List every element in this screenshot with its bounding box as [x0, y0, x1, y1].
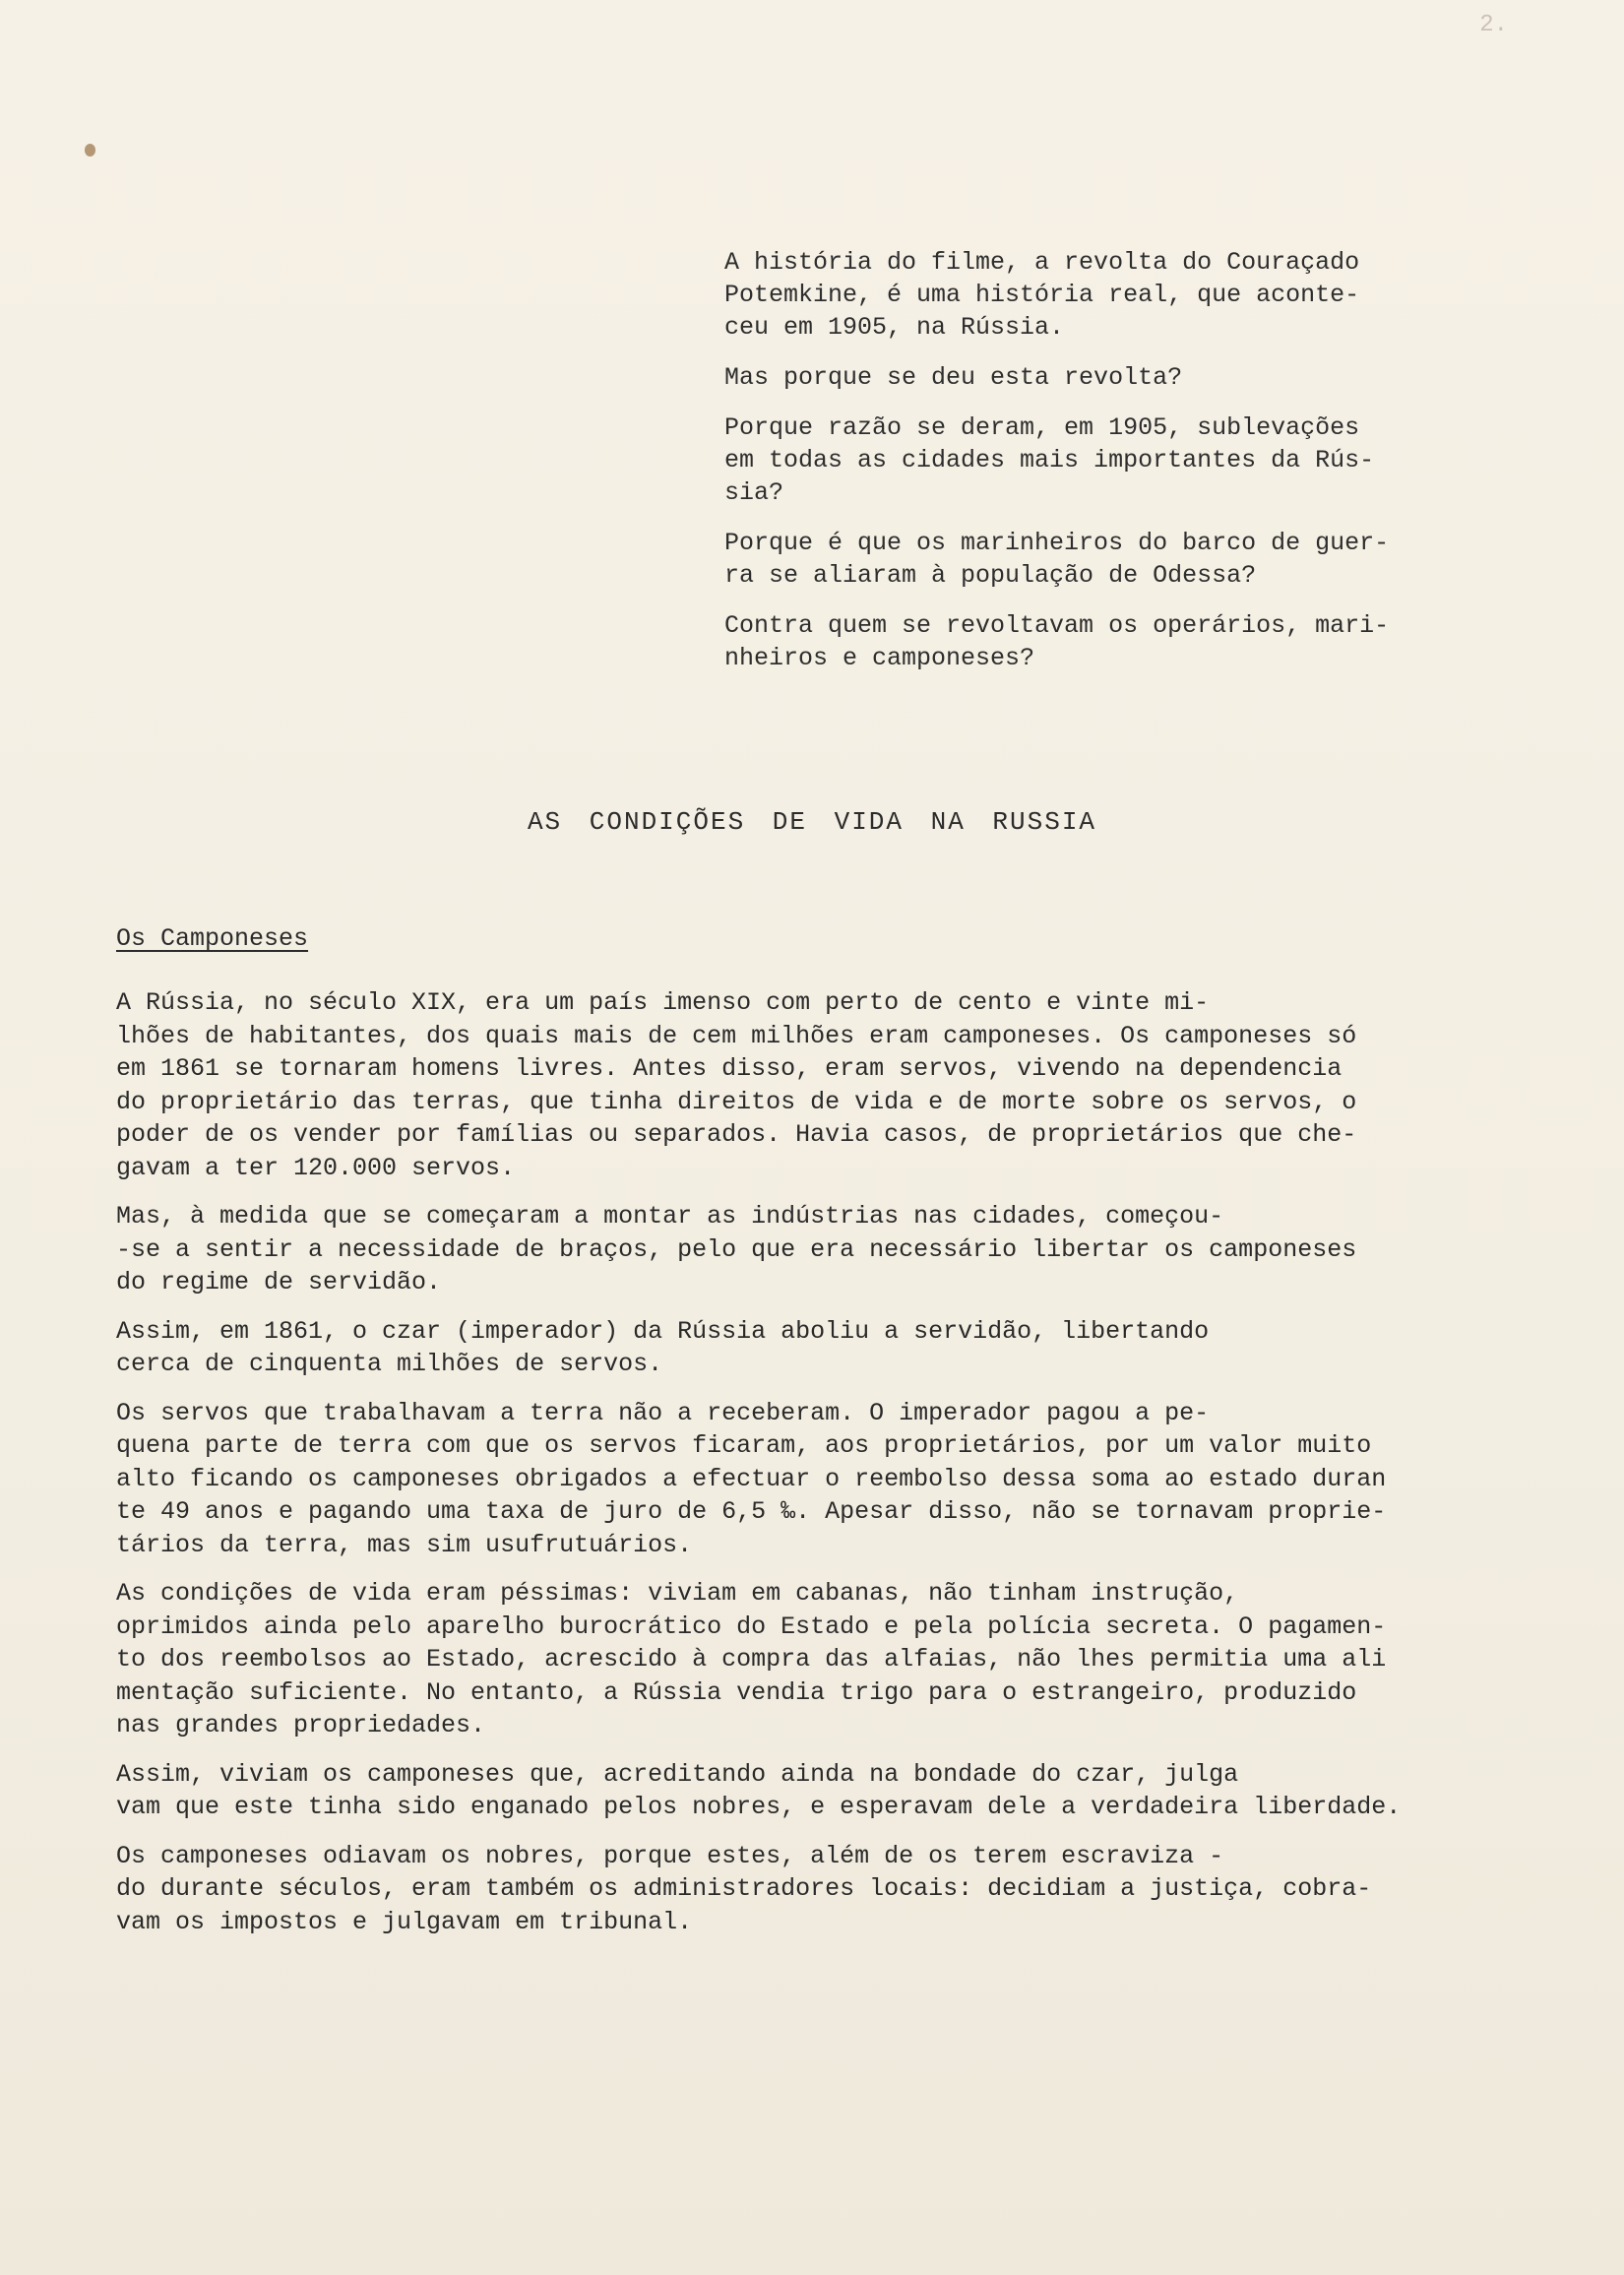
- body-paragraph: Os camponeses odiavam os nobres, porque estes, além de os terem escraviza - do durante séculos, eram também os administradores locais: decidiam a justiça, cobra- vam os impostos e julgavam em tribunal.: [116, 1841, 1372, 1936]
- section-title: AS CONDIÇÕES DE VIDA NA RUSSIA: [527, 807, 1097, 837]
- body-paragraph: Mas, à medida que se começaram a montar as indústrias nas cidades, começou- -se a sentir a necessidade de braços, pelo que era necessário libertar os camponeses do regime de servidão.: [116, 1202, 1357, 1296]
- body-paragraph: Os servos que trabalhavam a terra não a receberam. O imperador pagou a pe- quena parte de terra com que os servos ficaram, aos proprietários, por um valor muito alto ficando os camponeses obrigados a efectuar o reembolso dessa soma ao estado duran te 49 anos e pagando uma taxa de juro de 6,5 ‰. Apesar disso, não se tornavam proprie- tários da terra, mas sim usufrutuários.: [116, 1398, 1387, 1559]
- intro-paragraph: Contra quem se revoltavam os operários, mari- nheiros e camponeses?: [724, 611, 1390, 672]
- body-paragraph: Assim, viviam os camponeses que, acreditando ainda na bondade do czar, julga vam que este tinha sido enganado pelos nobres, e esperavam dele a verdadeira liberdade.: [116, 1759, 1402, 1821]
- body-paragraph: As condições de vida eram péssimas: viviam em cabanas, não tinham instrução, oprimidos ainda pelo aparelho burocrático do Estado e pela polícia secreta. O pagamen- to dos reembolsos ao Estado, acrescido à compra das alfaias, não lhes permitia uma ali mentação suficiente. No entanto, a Rússia vendia trigo para o estrangeiro, produzido nas grandes propriedades.: [116, 1579, 1387, 1739]
- intro-paragraph: A história do filme, a revolta do Couraçado Potemkine, é uma história real, que aconte- ceu em 1905, na Rússia.: [724, 248, 1360, 342]
- ink-stain: [85, 144, 95, 157]
- page-number: 2.: [1479, 12, 1508, 38]
- intro-paragraph: Porque é que os marinheiros do barco de guer- ra se aliaram à população de Odessa?: [724, 529, 1390, 590]
- body-text: [116, 986, 1543, 1954]
- intro-questions: [724, 246, 1502, 692]
- sub-heading: Os Camponeses: [116, 924, 309, 953]
- intro-paragraph: Porque razão se deram, em 1905, sublevações em todas as cidades mais importantes da Rús- sia?: [724, 413, 1375, 507]
- body-paragraph: Assim, em 1861, o czar (imperador) da Rússia aboliu a servidão, libertando cerca de cinquenta milhões de servos.: [116, 1316, 1210, 1378]
- intro-paragraph: Mas porque se deu esta revolta?: [724, 363, 1183, 392]
- body-paragraph: A Rússia, no século XIX, era um país imenso com perto de cento e vinte mi- lhões de habitantes, dos quais mais de cem milhões eram camponeses. Os camponeses só em 1861 se tornaram homens livres. Antes disso, eram servos, vivendo na dependencia do proprietário das terras, que tinha direitos de vida e de morte sobre os servos, o poder de os vender por famílias ou separados. Havia casos, de proprietários que che- gavam a ter 120.000 servos.: [116, 988, 1357, 1182]
